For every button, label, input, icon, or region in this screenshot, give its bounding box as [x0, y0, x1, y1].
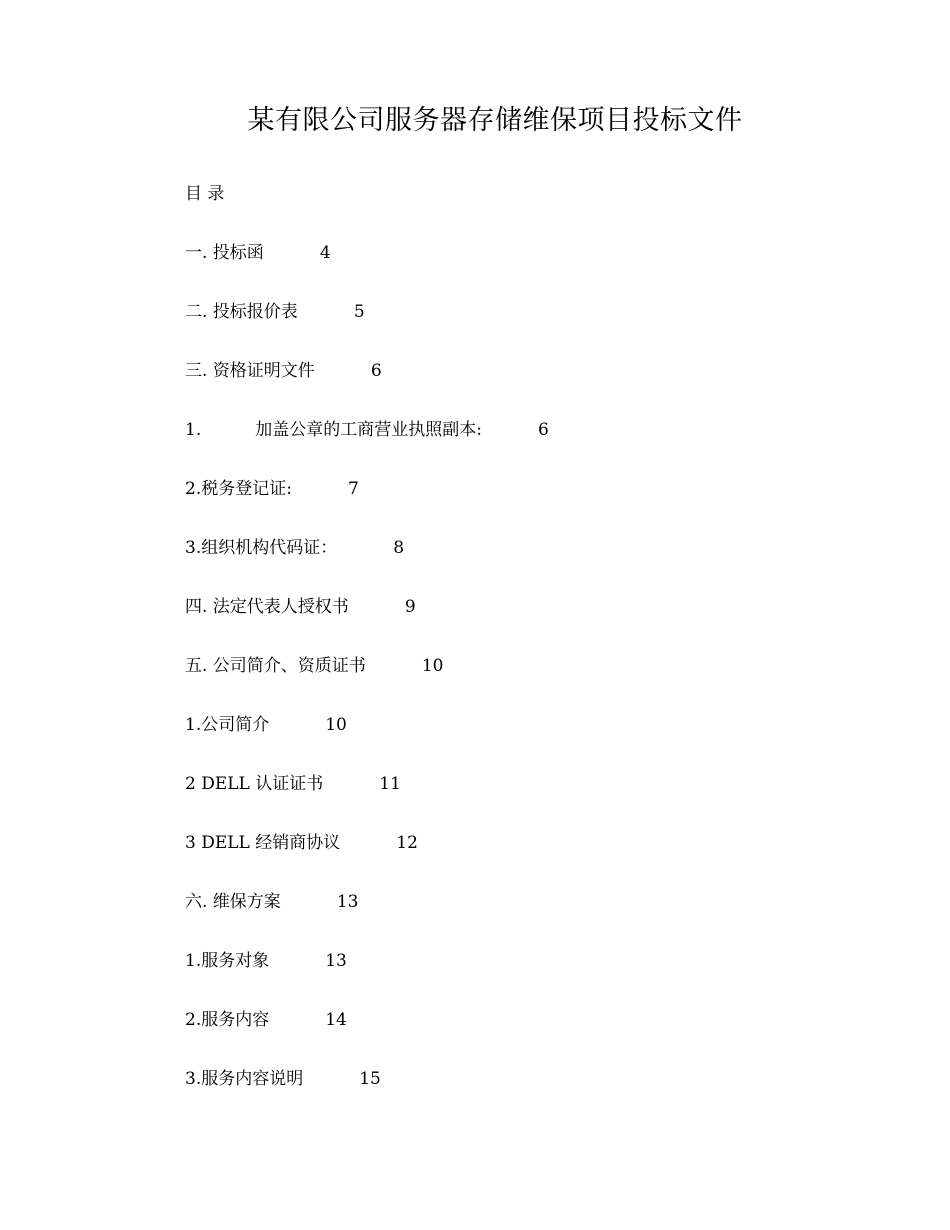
toc-entry	[185, 654, 549, 713]
toc-entry-page: 14	[325, 1010, 347, 1030]
toc-entry-text: 2.服务内容	[185, 1010, 270, 1030]
toc-entry-page: 10	[421, 656, 444, 676]
toc-entry	[185, 536, 549, 595]
toc-entry	[185, 1067, 549, 1126]
toc-entry	[185, 359, 549, 418]
toc-entry	[185, 477, 549, 536]
toc-entry-page: 9	[404, 597, 416, 617]
toc-entry-text: 3 DELL 经销商协议	[185, 833, 341, 853]
toc-entry	[185, 831, 549, 890]
toc-entry	[185, 772, 549, 831]
toc-entry-page: 15	[359, 1069, 381, 1089]
toc-entry-page: 8	[393, 538, 405, 558]
toc-entry-page: 4	[319, 243, 331, 263]
document-title: 某有限公司服务器存储维保项目投标文件	[247, 105, 743, 136]
toc-entry	[185, 300, 549, 359]
toc-entry	[185, 890, 549, 949]
toc-entry-text: 3.组织机构代码证：	[185, 538, 338, 558]
toc-entry	[185, 418, 549, 477]
toc-entry-text: 1.服务对象	[185, 951, 270, 971]
toc-entry-text: 三. 资格证明文件	[185, 361, 315, 381]
toc-entry-text: 一. 投标函	[185, 243, 264, 263]
toc-entry-page: 6	[370, 361, 382, 381]
toc-entry-page: 5	[353, 302, 365, 322]
toc-entry	[185, 713, 549, 772]
toc-entry	[185, 949, 549, 1008]
toc-entry-text: 1.公司简介	[185, 715, 270, 735]
toc-heading: 目 录	[185, 184, 225, 204]
toc-entry-text: 3.服务内容说明	[185, 1069, 304, 1089]
toc-entry-text: 1. 加盖公章的工商营业执照副本:	[185, 420, 482, 440]
toc-entry-page: 12	[396, 833, 418, 853]
toc-entry-text: 2.税务登记证:	[185, 479, 292, 499]
toc-entry-text: 四. 法定代表人授权书	[185, 597, 349, 617]
toc-entry	[185, 595, 549, 654]
toc-entry-page: 7	[347, 479, 359, 499]
toc-entry-text: 二. 投标报价表	[185, 302, 298, 322]
toc-entry-text: 六. 维保方案	[185, 892, 281, 912]
table-of-contents	[185, 241, 549, 1126]
toc-entry	[185, 241, 549, 300]
toc-entry	[185, 1008, 549, 1067]
toc-entry-page: 11	[379, 774, 401, 794]
toc-entry-page: 13	[336, 892, 359, 912]
toc-entry-page: 10	[325, 715, 347, 735]
toc-entry-text: 五. 公司简介、资质证书	[185, 656, 366, 676]
toc-entry-page: 13	[325, 951, 347, 971]
toc-entry-text: 2 DELL 认证证书	[185, 774, 324, 794]
toc-entry-page: 6	[538, 420, 549, 440]
